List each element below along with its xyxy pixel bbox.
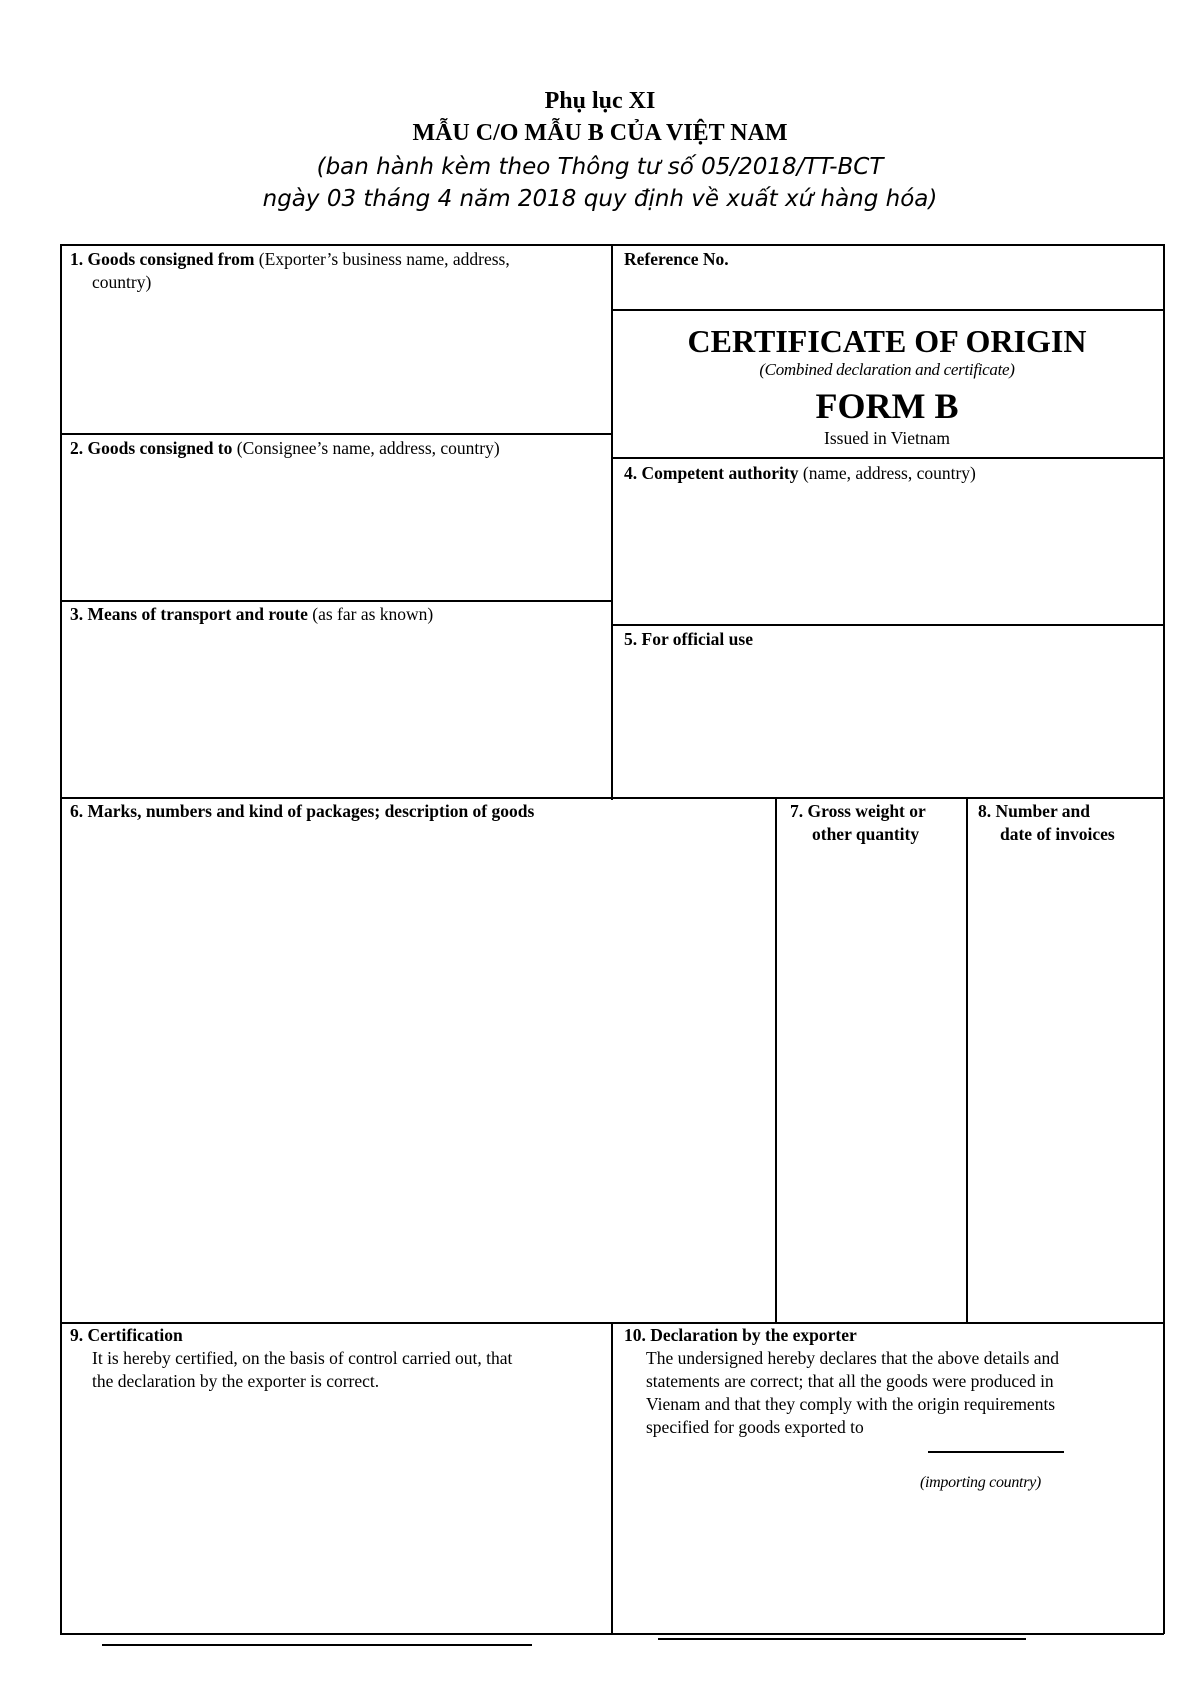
box7-box8-divider <box>966 797 968 1323</box>
box2-box3-divider <box>60 600 612 602</box>
reference-number-box <box>624 248 729 271</box>
frame-left-border <box>60 244 62 1634</box>
box1-note-cont: country) <box>92 272 152 292</box>
certificate-subtitle: (Combined declaration and certificate) <box>759 360 1015 379</box>
box2-title: 2. Goods consigned to <box>70 438 233 458</box>
goods-section-top-border <box>60 797 1164 799</box>
box9-text-line2: the declaration by the exporter is correct. <box>92 1371 380 1391</box>
box5-official-use <box>624 628 753 651</box>
box6-marks-and-description <box>70 800 534 823</box>
box1-title: 1. Goods consigned from <box>70 249 255 269</box>
box1-box2-divider <box>60 433 612 435</box>
signature-line-right <box>658 1638 1026 1640</box>
box8-title: 8. Number and <box>978 801 1090 821</box>
box8-title-cont: date of invoices <box>1000 824 1115 844</box>
box7-title-cont: other quantity <box>812 824 920 844</box>
box2-goods-consigned-to <box>70 437 590 460</box>
issuance-note-line1: (ban hành kèm theo Thông tư số 05/2018/TT-BCT <box>316 154 884 180</box>
box7-title: 7. Gross weight or <box>790 801 926 821</box>
box4-competent-authority <box>624 462 1144 485</box>
box10-exporter-declaration <box>624 1324 1144 1439</box>
box6-title: 6. Marks, numbers and kind of packages; description of goods <box>70 801 535 821</box>
annex-title: Phụ lục XI <box>544 88 656 114</box>
box9-title: 9. Certification <box>70 1325 183 1345</box>
center-divider-bottom <box>611 1323 613 1634</box>
box5-title: 5. For official use <box>624 629 753 649</box>
box3-title: 3. Means of transport and route <box>70 604 308 624</box>
box10-text-line4: specified for goods exported to <box>646 1417 864 1437</box>
form-name: FORM B <box>815 386 959 426</box>
box10-title: 10. Declaration by the exporter <box>624 1325 857 1345</box>
box4-title: 4. Competent authority <box>624 463 799 483</box>
box1-note: (Exporter’s business name, address, <box>254 249 510 269</box>
reference-label: Reference No. <box>624 249 729 269</box>
issued-in: Issued in Vietnam <box>824 428 950 448</box>
box9-certification <box>70 1324 600 1393</box>
frame-right-border <box>1163 244 1165 1634</box>
box7-gross-weight <box>790 800 970 846</box>
box10-text-line1: The undersigned hereby declares that the above details and <box>646 1348 1060 1368</box>
box9-text-line1: It is hereby certified, on the basis of control carried out, that <box>92 1348 513 1368</box>
box4-note: (name, address, country) <box>798 463 976 483</box>
box3-note: (as far as known) <box>307 604 434 624</box>
box6-box7-divider <box>775 797 777 1323</box>
box4-box5-divider <box>611 624 1164 626</box>
signature-line-left <box>102 1644 532 1646</box>
box8-invoices <box>978 800 1148 846</box>
issuance-note-line2: ngày 03 tháng 4 năm 2018 quy định về xuất xứ hàng hóa) <box>262 186 938 212</box>
form-heading: MẪU C/O MẪU B CỦA VIỆT NAM <box>412 120 788 146</box>
reference-divider <box>611 309 1164 311</box>
box10-text-line2: statements are correct; that all the goods were produced in <box>646 1371 1054 1391</box>
box10-text-line3: Vienam and that they comply with the origin requirements <box>646 1394 1056 1414</box>
certificate-divider <box>611 457 1164 459</box>
box2-note: (Consignee’s name, address, country) <box>232 438 500 458</box>
box3-means-of-transport <box>70 603 590 626</box>
certificate-title: CERTIFICATE OF ORIGIN <box>687 323 1087 359</box>
importing-country-line <box>928 1451 1064 1453</box>
box1-goods-consigned-from <box>70 248 590 294</box>
importing-country-label: (importing country) <box>920 1474 1041 1491</box>
certificate-title-block <box>612 323 1162 449</box>
